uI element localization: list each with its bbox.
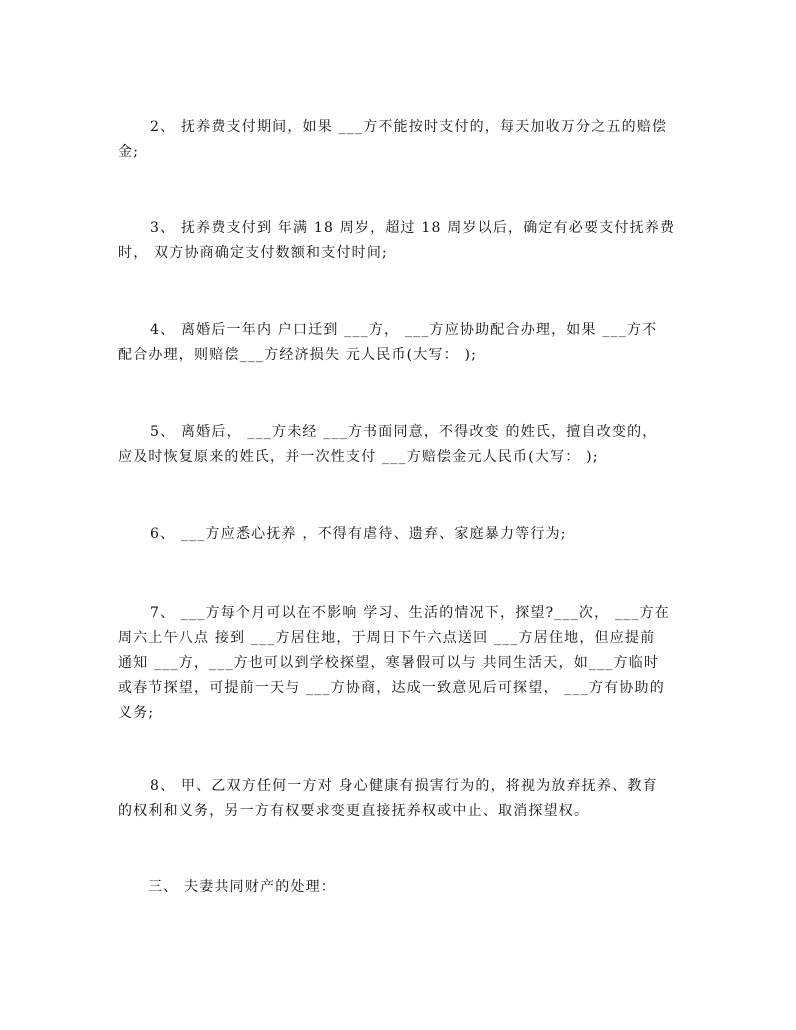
text-line: 6、 ___方应悉心抚养 ，不得有虐待、遗弃、家庭暴力等行为; xyxy=(150,526,567,542)
text-line: 义务; xyxy=(118,705,155,721)
text-line: 周六上午八点 接到 ___方居住地，于周日下午六点送回 ___方居住地，但应提前 xyxy=(118,630,656,646)
text-line: 配合办理，则赔偿___方经济损失 元人民币(大写： ); xyxy=(118,347,478,363)
text-line: 3、 抚养费支付到 年满 18 周岁，超过 18 周岁以后，确定有必要支付抚养费 xyxy=(150,220,676,236)
clause-4 xyxy=(118,318,688,368)
clause-2 xyxy=(118,115,688,165)
text-line: 4、 离婚后一年内 户口迁到 ___方， ___方应协助配合办理，如果 ___方不 xyxy=(150,322,658,338)
text-line: 5、 离婚后， ___方未经 ___方书面同意，不得改变 的姓氏，擅自改变的， xyxy=(150,424,658,440)
text-line: 通知 ___方，___方也可以到学校探望，寒暑假可以与 共同生活天，如___方临时 xyxy=(118,655,660,671)
clause-8 xyxy=(118,774,688,824)
text-line: 7、 ___方每个月可以在不影响 学习、生活的情况下，探望?___次， ___方在 xyxy=(150,605,670,621)
section-heading-3 xyxy=(118,875,688,900)
text-line: 或春节探望，可提前一天与 ___方协商，达成一致意见后可探望， ___方有协助的 xyxy=(118,680,665,696)
text-line: 2、 抚养费支付期间，如果 ___方不能按时支付的，每天加收万分之五的赔偿 xyxy=(150,119,668,135)
text-line: 的权利和义务，另一方有权要求变更直接抚养权或中止、取消探望权。 xyxy=(118,803,590,819)
section-title: 三、 夫妻共同财产的处理： xyxy=(148,879,337,895)
clause-3 xyxy=(118,216,688,266)
text-line: 金; xyxy=(118,144,140,160)
text-line: 应及时恢复原来的姓氏，并一次性支付 ___方赔偿金元人民币(大写： ); xyxy=(118,449,599,465)
clause-5 xyxy=(118,420,688,470)
clause-6 xyxy=(118,522,688,547)
text-line: 8、 甲、乙双方任何一方对 身心健康有损害行为的，将视为放弃抚养、教育 xyxy=(150,778,658,794)
clause-7 xyxy=(118,601,688,726)
text-line: 时， 双方协商确定支付数额和支付时间; xyxy=(118,245,388,261)
